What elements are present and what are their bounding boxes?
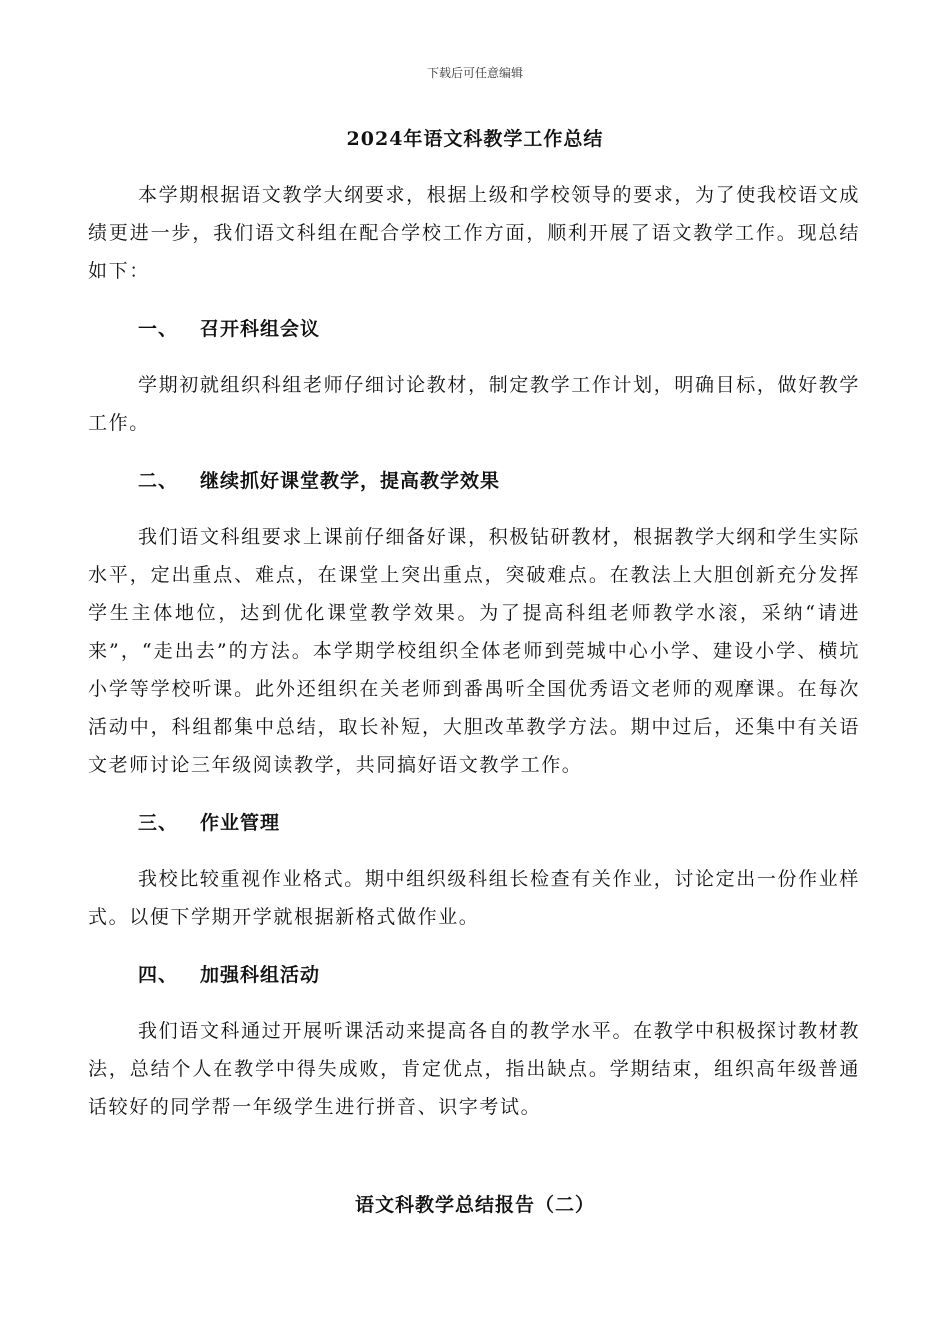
document-title: 2024年语文科教学工作总结 (346, 128, 604, 150)
section-title-1: 召开科组会议 (200, 318, 321, 340)
section-heading-2 (88, 462, 860, 500)
section-title-2: 继续抓好课堂教学，提高教学效果 (200, 470, 501, 492)
section-heading-4 (88, 956, 860, 994)
document-body (88, 176, 860, 1126)
section-heading-3 (88, 804, 860, 842)
section-title-3: 作业管理 (200, 812, 281, 834)
header-note: 下载后可任意编辑 (426, 66, 523, 80)
section-paragraph-3: 我校比较重视作业格式。期中组织级科组长检查有关作业，讨论定出一份作业样式。以便下学期开学就根据新格式做作业。 (88, 868, 860, 928)
section-number-3: 三、 (138, 812, 179, 834)
section-paragraph-2: 我们语文科组要求上课前仔细备好课，积极钻研教材，根据教学大纲和学生实际水平，定出重点、难点，在课堂上突出重点，突破难点。在教法上大胆创新充分发挥学生主体地位，达到优化课堂教学效果。为了提高科组老师教学水滚，采纳“请进来”，“走出去”的方法。本学期学校组织全体老师到莞城中心小学、建设小学、横坑小学等学校听课。此外还组织在关老师到番禺听全国优秀语文老师的观摩课。在每次活动中，科组都集中总结，取长补短，大胆改革教学方法。期中过后，还集中有关语文老师讨论三年级阅读教学，共同搞好语文教学工作。 (88, 526, 860, 776)
section-heading-1 (88, 310, 860, 348)
section-number-2: 二、 (138, 470, 179, 492)
section-number-1: 一、 (138, 318, 179, 340)
second-document-title: 语文科教学总结报告（二） (354, 1194, 595, 1216)
section-number-4: 四、 (138, 964, 179, 986)
section-title-4: 加强科组活动 (200, 964, 321, 986)
section-paragraph-4: 我们语文科通过开展听课活动来提高各自的教学水平。在教学中积极探讨教材教法，总结个人在教学中得失成败，肯定优点，指出缺点。学期结束，组织高年级普通话较好的同学帮一年级学生进行拼音、识字考试。 (88, 1020, 860, 1118)
section-paragraph-1: 学期初就组织科组老师仔细讨论教材，制定教学工作计划，明确目标，做好教学工作。 (88, 374, 860, 434)
intro-paragraph: 本学期根据语文教学大纲要求，根据上级和学校领导的要求，为了使我校语文成绩更进一步，我们语文科组在配合学校工作方面，顺利开展了语文教学工作。现总结如下： (88, 184, 860, 282)
